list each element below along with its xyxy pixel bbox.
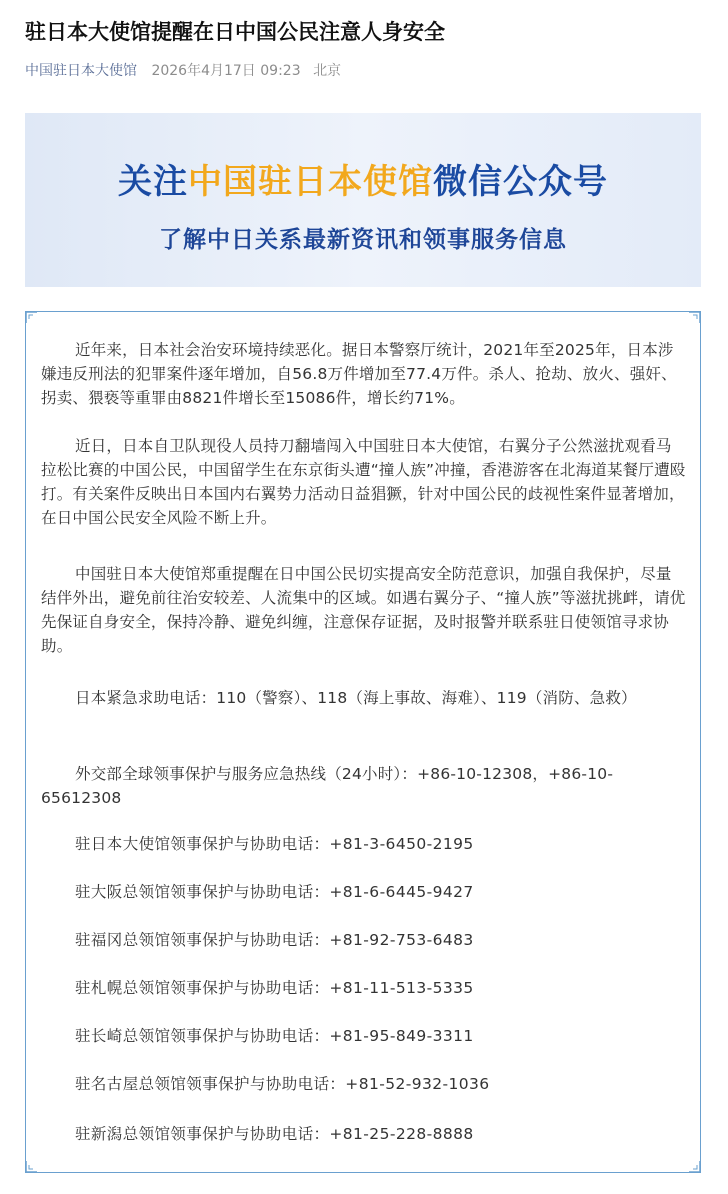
paragraph-emergency-numbers: 日本紧急求助电话：110（警察）、118（海上事故、海难）、119（消防、急救） [75, 689, 637, 707]
banner-headline-highlight: 中国驻日本使馆 [188, 162, 433, 202]
article-title: 驻日本大使馆提醒在日中国公民注意人身安全 [25, 20, 445, 44]
phone-consulate-niigata: 驻新潟总领馆领事保护与协助电话：+81-25-228-8888 [75, 1125, 474, 1143]
corner-ornament-icon [25, 1160, 38, 1173]
corner-ornament-icon [688, 311, 701, 324]
paragraph-recent-incidents: 近日，日本自卫队现役人员持刀翻墙闯入中国驻日本大使馆，右翼分子公然滋扰观看马拉松比赛的中国公民，中国留学生在东京街头遭“撞人族”冲撞，香港游客在北海道某餐厅遭殴打。有关案件反映出日本国内右翼势力活动日益猖獗，针对中国公民的歧视性案件显著增加，在日中国公民安全风险不断上升。 [41, 437, 686, 527]
banner-headline [25, 160, 701, 204]
source-link[interactable]: 中国驻日本大使馆 [25, 63, 137, 79]
paragraph-consular-hotline: 外交部全球领事保护与服务应急热线（24小时）：+86-10-12308，+86-10-65612308 [41, 765, 614, 807]
corner-ornament-icon [688, 1160, 701, 1173]
publish-location: 北京 [313, 63, 342, 79]
banner-headline-prefix: 关注 [118, 162, 188, 202]
phone-embassy-tokyo: 驻日本大使馆领事保护与协助电话：+81-3-6450-2195 [75, 835, 474, 853]
paragraph-crime-statistics: 近年来，日本社会治安环境持续恶化。据日本警察厅统计，2021年至2025年，日本涉嫌违反刑法的犯罪案件逐年增加，自56.8万件增加至77.4万件。杀人、抢劫、放火、强奸、拐卖、猥亵等重罪由8821件增长至15086件，增长约71%。 [41, 341, 677, 407]
banner-headline-suffix: 微信公众号 [433, 162, 608, 202]
banner-subheadline: 了解中日关系最新资讯和领事服务信息 [159, 226, 567, 253]
article-meta [25, 60, 341, 82]
publish-date: 2026年4月17日 09:23 [151, 63, 301, 79]
wechat-banner[interactable] [25, 113, 701, 287]
phone-consulate-nagasaki: 驻长崎总领馆领事保护与协助电话：+81-95-849-3311 [75, 1027, 474, 1045]
phone-consulate-fukuoka: 驻福冈总领馆领事保护与协助电话：+81-92-753-6483 [75, 931, 474, 949]
phone-consulate-osaka: 驻大阪总领馆领事保护与协助电话：+81-6-6445-9427 [75, 883, 474, 901]
paragraph-safety-reminder: 中国驻日本大使馆郑重提醒在日中国公民切实提高安全防范意识，加强自我保护，尽量结伴外出，避免前往治安较差、人流集中的区域。如遇右翼分子、“撞人族”等滋扰挑衅，请优先保证自身安全，保持冷静、避免纠缠，注意保存证据，及时报警并联系驻日使领馆寻求协助。 [41, 565, 686, 655]
notice-content-box [25, 311, 701, 1173]
corner-ornament-icon [25, 311, 38, 324]
phone-consulate-nagoya: 驻名古屋总领馆领事保护与协助电话：+81-52-932-1036 [75, 1075, 490, 1093]
phone-consulate-sapporo: 驻札幌总领馆领事保护与协助电话：+81-11-513-5335 [75, 979, 474, 997]
